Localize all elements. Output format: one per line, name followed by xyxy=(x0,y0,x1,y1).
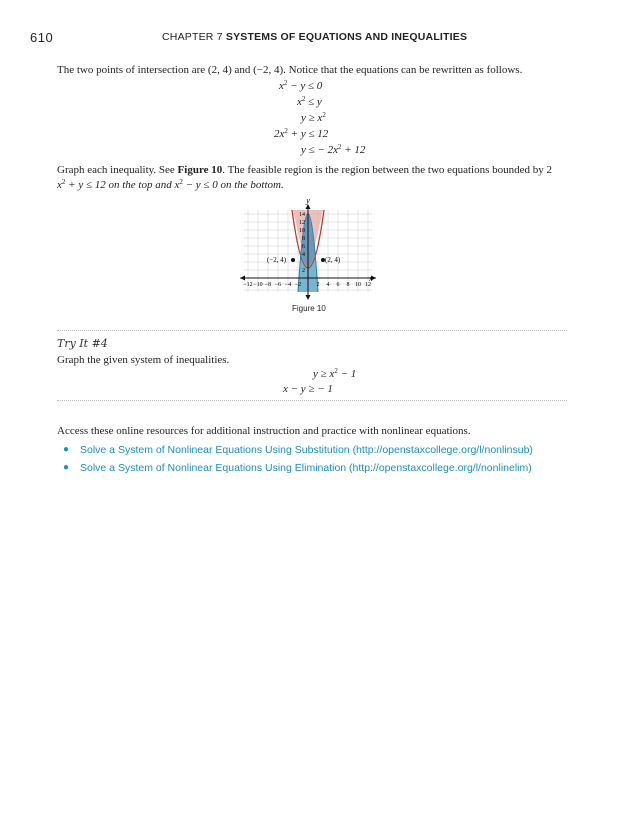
chapter-title: SYSTEMS OF EQUATIONS AND INEQUALITIES xyxy=(225,31,468,43)
equation-3: $y \ge x^2$ xyxy=(301,111,326,124)
x-tick: −8 xyxy=(264,282,272,288)
y-tick: 4 xyxy=(302,252,305,258)
x-tick: −12 xyxy=(243,282,253,288)
page-number: 610 xyxy=(30,30,54,45)
x-tick: −10 xyxy=(253,282,263,288)
bullet-icon: ● xyxy=(63,462,70,473)
x-tick: 6 xyxy=(336,282,340,288)
y-tick: 12 xyxy=(299,220,305,226)
try-it-eq2: x − y ≥ − 1 xyxy=(283,383,333,395)
y-tick: 2 xyxy=(302,268,305,274)
equation-1: $x^2 - y \le 0$ xyxy=(279,79,323,92)
x-tick: −4 xyxy=(284,282,292,288)
figure-reference[interactable]: Figure 10 xyxy=(177,164,223,176)
point-left xyxy=(291,258,295,262)
divider-bottom xyxy=(57,400,567,401)
x-tick: 8 xyxy=(346,282,350,288)
point-left-label: (−2, 4) xyxy=(267,256,287,264)
try-it-title: Try It #4 xyxy=(57,337,108,350)
graph-paragraph-line1: Graph each inequality. See Figure 10. The feasible region is the region between the two equations bounded by 2 xyxy=(57,164,552,176)
x-tick: 2 xyxy=(316,282,320,288)
x-tick: −2 xyxy=(294,282,302,288)
y-tick: 14 xyxy=(299,212,305,218)
graph-paragraph-line2: $x^2 + y \le 12$ on the top and $x^2 - y \le 0$ on the bottom. xyxy=(57,178,284,191)
equation-2: $x^2 \le y$ xyxy=(297,95,322,108)
y-tick: 10 xyxy=(299,228,305,234)
bullet-icon: ● xyxy=(63,444,70,455)
point-right-label: (2, 4) xyxy=(325,256,341,264)
y-tick: 6 xyxy=(302,244,305,250)
equation-4: $2x^2 + y \le 12$ xyxy=(274,127,329,140)
chapter-label: CHAPTER 7 xyxy=(162,31,223,43)
x-tick: 10 xyxy=(355,282,361,288)
try-it-eq1: $y \ge x^2 - 1$ xyxy=(313,367,357,380)
chapter-header xyxy=(162,31,467,43)
y-tick: 8 xyxy=(302,236,305,242)
divider-top xyxy=(57,330,567,331)
x-axis-label: x xyxy=(369,274,373,283)
link-elimination[interactable]: Solve a System of Nonlinear Equations Using Elimination (http://openstaxcollege.org/l/nonlinelim) xyxy=(80,462,532,474)
intro-paragraph: The two points of intersection are (2, 4) and (−2, 4). Notice that the equations can be rewritten as follows. xyxy=(57,64,523,76)
figure-caption: Figure 10 xyxy=(292,304,326,313)
resources-intro: Access these online resources for additional instruction and practice with nonlinear equations. xyxy=(57,425,471,437)
x-tick: 12 xyxy=(365,282,371,288)
link-substitution[interactable]: Solve a System of Nonlinear Equations Using Substitution (http://openstaxcollege.org/l/nonlinsub) xyxy=(80,444,533,456)
figure-10-graph xyxy=(236,196,378,300)
x-tick: 4 xyxy=(326,282,330,288)
y-axis-label: y xyxy=(306,196,310,205)
x-tick: −6 xyxy=(274,282,282,288)
try-it-prompt: Graph the given system of inequalities. xyxy=(57,354,230,366)
equation-5: y ≤ − $2x^2 + 12$ xyxy=(301,143,366,156)
